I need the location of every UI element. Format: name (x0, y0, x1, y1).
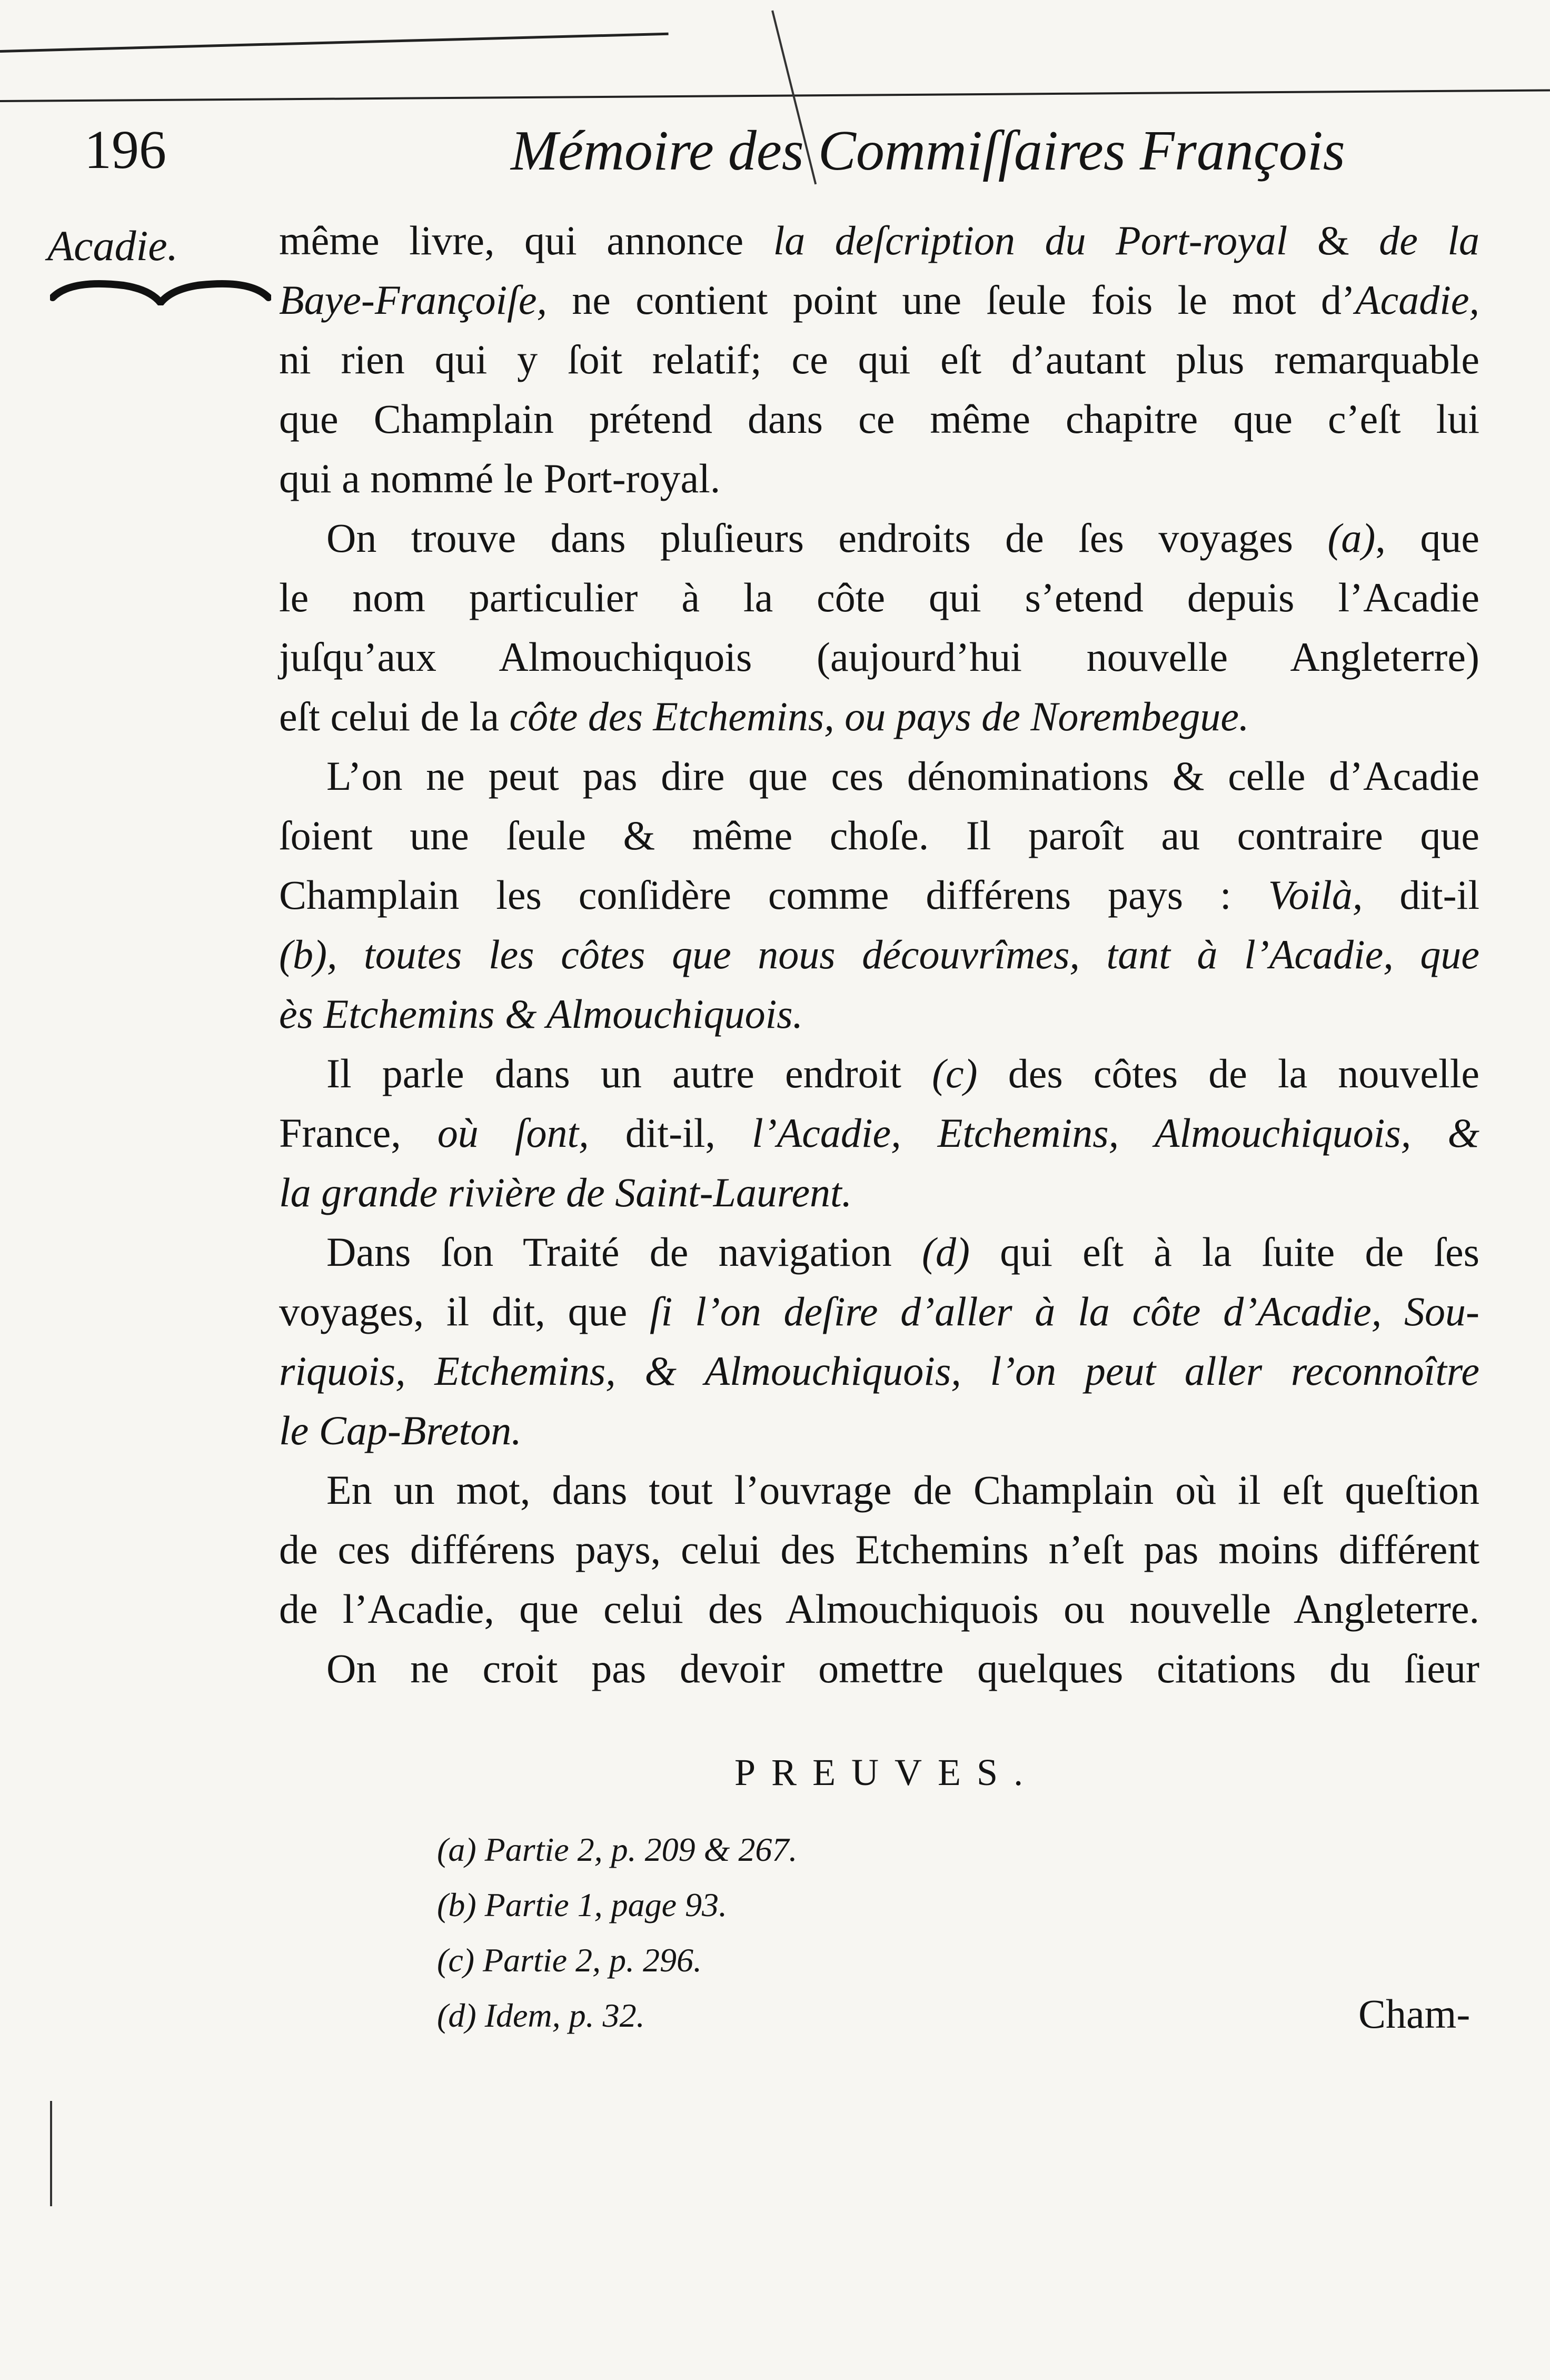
italic-segment: Acadie, (1355, 277, 1479, 323)
text-segment: dit-il, (589, 1110, 752, 1156)
italic-segment: où ſont, (437, 1110, 589, 1156)
scan-margin-mark (50, 2101, 52, 2206)
italic-segment: Baye-Françoiſe, (279, 277, 547, 323)
italic-segment: le Cap-Breton. (279, 1407, 522, 1453)
italic-segment: ſi l’on deſire d’aller à la côte d’Acadie, Sou- (649, 1288, 1479, 1334)
page-number: 196 (84, 120, 166, 180)
proof-mark: (b) (437, 1886, 476, 1923)
text-segment: des côtes de la nouvelle (977, 1050, 1480, 1096)
text-line (279, 1460, 1479, 1520)
text-line (279, 330, 1479, 389)
text-line (279, 627, 1479, 687)
text-line (279, 1282, 1479, 1341)
scan-rule-header (0, 89, 1550, 102)
italic-segment: riquois, Etchemins, & Almouchiquois, l’on peut aller reconnoître (279, 1348, 1479, 1394)
proof-item (437, 1822, 797, 1877)
text-segment: eſt celui de la (279, 693, 510, 739)
italic-segment: l’Acadie, Etchemins, Almouchiquois, & (751, 1110, 1479, 1156)
text-line (279, 508, 1479, 568)
text-segment: juſqu’aux Almouchiquois (aujourd’hui nouvelle Angleterre) (279, 634, 1479, 680)
proof-text: Partie 2, p. 296. (474, 1941, 702, 1979)
text-line (279, 568, 1479, 627)
proof-text: Idem, p. 32. (476, 1997, 645, 2034)
text-segment: que Champlain prétend dans ce même chapitre que c’eſt lui (279, 396, 1479, 442)
text-segment: Champlain les conſidère comme différens pays : (279, 872, 1268, 918)
margin-brace (50, 274, 271, 305)
margin-note: Acadie. (47, 222, 178, 270)
italic-segment: la grande rivière de Saint-Laurent. (279, 1169, 852, 1215)
italic-segment: (d) (922, 1229, 970, 1275)
text-segment: ni rien qui y ſoit relatif; ce qui eſt d’autant plus remarquable (279, 336, 1479, 382)
text-segment: On trouve dans pluſieurs endroits de ſes voyages (326, 515, 1328, 561)
text-segment: de ces différens pays, celui des Etchemins n’eſt pas moins différent (279, 1526, 1479, 1572)
text-line (279, 449, 1479, 508)
proofs-list (437, 1822, 797, 2043)
proofs-heading: PREUVES. (734, 1751, 1039, 1793)
body-text (279, 211, 1479, 1698)
text-segment: Dans ſon Traité de navigation (326, 1229, 922, 1275)
proof-text: Partie 1, page 93. (476, 1886, 727, 1923)
text-line (279, 1044, 1479, 1103)
italic-segment: Voilà, (1268, 872, 1363, 918)
proof-text: Partie 2, p. 209 & 267. (476, 1831, 798, 1868)
text-line (279, 270, 1479, 330)
text-segment: ſoient une ſeule & même choſe. Il paroît au contraire que (279, 812, 1479, 858)
text-segment: ne contient point une ſeule fois le mot d’ (547, 277, 1355, 323)
italic-segment: ès Etchemins & Almouchiquois. (279, 991, 803, 1037)
text-segment: On ne croit pas devoir omettre quelques citations du ſieur (326, 1645, 1479, 1691)
text-segment: France, (279, 1110, 438, 1156)
text-line (279, 1639, 1479, 1698)
text-segment: , que (1375, 515, 1479, 561)
text-segment: En un mot, dans tout l’ouvrage de Champlain où il eſt queſtion (326, 1467, 1479, 1513)
text-segment: Il parle dans un autre endroit (326, 1050, 932, 1096)
proof-item (437, 1988, 797, 2043)
text-line (279, 984, 1479, 1044)
italic-segment: (b), toutes les côtes que nous découvrîmes, tant à l’Acadie, que (279, 931, 1479, 977)
proof-item (437, 1877, 797, 1932)
italic-segment: la deſcription du Port-royal (773, 217, 1288, 263)
text-line (279, 1401, 1479, 1460)
text-line (279, 1520, 1479, 1579)
text-line (279, 211, 1479, 270)
text-segment: L’on ne peut pas dire que ces dénominations & celle d’Acadie (326, 753, 1479, 799)
text-segment: de l’Acadie, que celui des Almouchiquois ou nouvelle Angleterre. (279, 1586, 1479, 1632)
text-line (279, 1579, 1479, 1639)
text-line (279, 1163, 1479, 1222)
text-segment: qui eſt à la ſuite de ſes (969, 1229, 1479, 1275)
text-line (279, 687, 1479, 746)
text-segment: le nom particulier à la côte qui s’etend depuis l’Acadie (279, 574, 1479, 620)
text-segment: voyages, il dit, que (279, 1288, 650, 1334)
page-title: Mémoire des Commiſſaires François (511, 120, 1345, 182)
running-head (79, 118, 1437, 192)
italic-segment: (a) (1327, 515, 1376, 561)
text-line (279, 865, 1479, 925)
catchword: Cham- (1358, 1991, 1470, 2037)
proof-mark: (d) (437, 1997, 476, 2034)
text-line (279, 925, 1479, 984)
proof-item (437, 1932, 797, 1988)
text-line (279, 1341, 1479, 1401)
scan-rule-top (0, 33, 669, 53)
text-segment: dit-il (1363, 872, 1479, 918)
text-line (279, 806, 1479, 865)
text-segment: qui a nommé le Port-royal. (279, 455, 721, 501)
proof-mark: (a) (437, 1831, 476, 1868)
text-segment: & (1287, 217, 1379, 263)
text-line (279, 1222, 1479, 1282)
text-line (279, 746, 1479, 806)
italic-segment: côte des Etchemins, ou pays de Norembegue. (509, 693, 1249, 739)
text-line (279, 1103, 1479, 1163)
text-line (279, 389, 1479, 449)
proof-mark: (c) (437, 1941, 475, 1979)
text-segment: même livre, qui annonce (279, 217, 773, 263)
italic-segment: (c) (932, 1050, 978, 1096)
italic-segment: de la (1379, 217, 1479, 263)
